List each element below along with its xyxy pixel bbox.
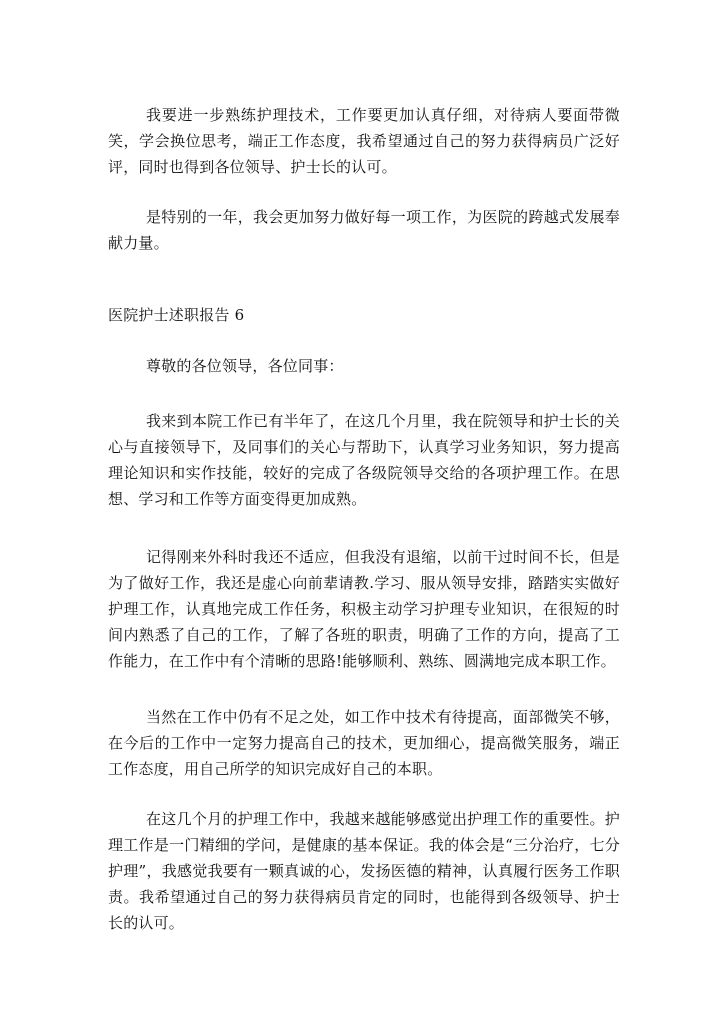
paragraph: 当然在工作中仍有不足之处，如工作中技术有待提高，面部微笑不够，在今后的工作中一定努力提高自己的技术，更加细心，提高微笑服务，端正工作态度，用自己所学的知识完成好自己的本职。: [108, 708, 620, 778]
paragraph: 是特别的一年，我会更加努力做好每一项工作，为医院的跨越式发展奉献力量。: [108, 208, 620, 252]
section-title: 医院护士述职报告 6: [108, 306, 245, 324]
paragraph: 我来到本院工作已有半年了，在这几个月里，我在院领导和护士长的关心与直接领导下，及同事们的关心与帮助下，认真学习业务知识，努力提高理论知识和实作技能，较好的完成了各级院领导交给的各项护理工作。在思想、学习和工作等方面变得更加成熟。: [108, 412, 620, 508]
paragraph: 记得刚来外科时我还不适应，但我没有退缩，以前干过时间不长，但是为了做好工作，我还是虚心向前辈请教.学习、服从领导安排，踏踏实实做好护理工作，认真地完成工作任务，积极主动学习护理专业知识，在很短的时间内熟悉了自己的工作，了解了各班的职责，明确了工作的方向，提高了工作能力，在工作中有个清晰的思路!能够顺利、熟练、圆满地完成本职工作。: [108, 548, 620, 670]
paragraph: 在这几个月的护理工作中，我越来越能够感觉出护理工作的重要性。护理工作是一门精细的学问，是健康的基本保证。我的体会是“三分治疗，七分护理”，我感觉我要有一颗真诚的心，发扬医德的精神，认真履行医务工作职责。我希望通过自己的努力获得病员肯定的同时，也能得到各级领导、护士长的认可。: [108, 810, 620, 932]
greeting: 尊敬的各位领导，各位同事：: [146, 357, 344, 375]
paragraph: 我要进一步熟练护理技术，工作要更加认真仔细，对待病人要面带微笑，学会换位思考，端正工作态度，我希望通过自己的努力获得病员广泛好评，同时也得到各位领导、护士长的认可。: [108, 106, 620, 176]
